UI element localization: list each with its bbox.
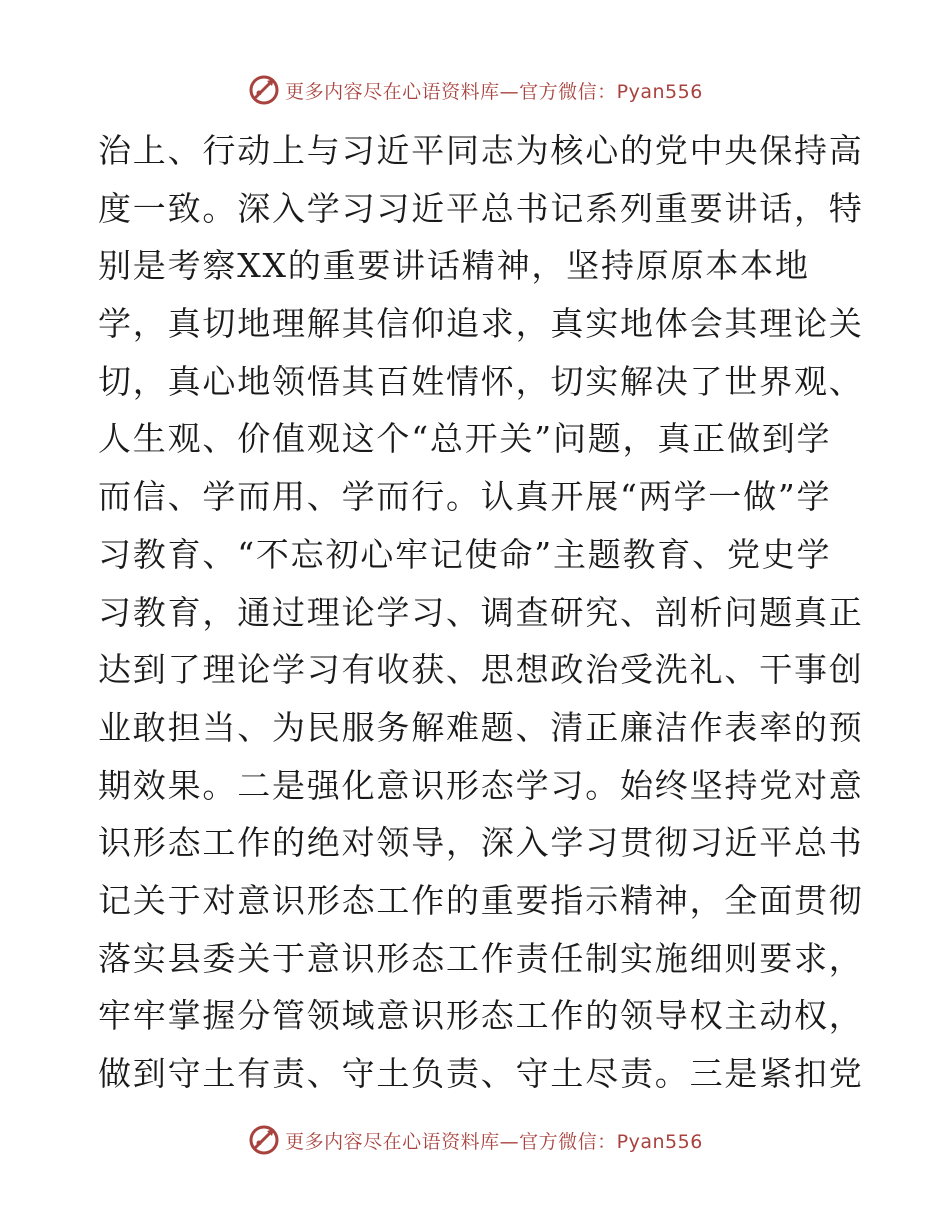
- brand-logo-icon: [247, 73, 281, 107]
- brand-logo-icon: [247, 1123, 281, 1157]
- body-line: 别是考察XX的重要讲话精神，坚持原原本本地: [98, 246, 810, 286]
- body-line: 识形态工作的绝对领导，深入学习贯彻习近平总书: [98, 823, 864, 863]
- footer-watermark-text: 更多内容尽在心语资料库—官方微信：Pyan556: [285, 1130, 703, 1153]
- body-line: 习教育，通过理论学习、调查研究、剖析问题真正: [98, 592, 864, 632]
- body-line: 期效果。二是强化意识形态学习。始终坚持党对意: [98, 765, 864, 805]
- body-line: 落实县委关于意识形态工作责任制实施细则要求，: [98, 938, 864, 978]
- body-line: 度一致。深入学习习近平总书记系列重要讲话，特: [98, 188, 864, 228]
- body-line: 学，真切地理解其信仰追求，真实地体会其理论关: [98, 304, 864, 344]
- body-line: 牢牢掌握分管领域意识形态工作的领导权主动权，: [98, 996, 864, 1036]
- body-line: 达到了理论学习有收获、思想政治受洗礼、干事创: [98, 650, 864, 690]
- body-line: 记关于对意识形态工作的重要指示精神，全面贯彻: [98, 880, 864, 920]
- body-line: 做到守土有责、守土负责、守土尽责。三是紧扣党: [98, 1054, 864, 1093]
- footer-watermark: [0, 1120, 950, 1160]
- body-line: 而信、学而用、学而行。认真开展“两学一做”学: [98, 477, 832, 517]
- header-watermark-text: 更多内容尽在心语资料库—官方微信：Pyan556: [285, 80, 703, 103]
- header-watermark: [0, 70, 950, 110]
- body-line: 切，真心地领悟其百姓情怀，切实解决了世界观、: [98, 361, 864, 401]
- body-line: 业敢担当、为民服务解难题、清正廉洁作表率的预: [98, 707, 864, 747]
- body-line: 治上、行动上与习近平同志为核心的党中央保持高: [98, 131, 864, 170]
- document-body: [98, 122, 864, 1103]
- body-line: 人生观、价值观这个“总开关”问题，真正做到学: [98, 419, 832, 459]
- body-line: 习教育、“不忘初心牢记使命”主题教育、党史学: [98, 534, 832, 574]
